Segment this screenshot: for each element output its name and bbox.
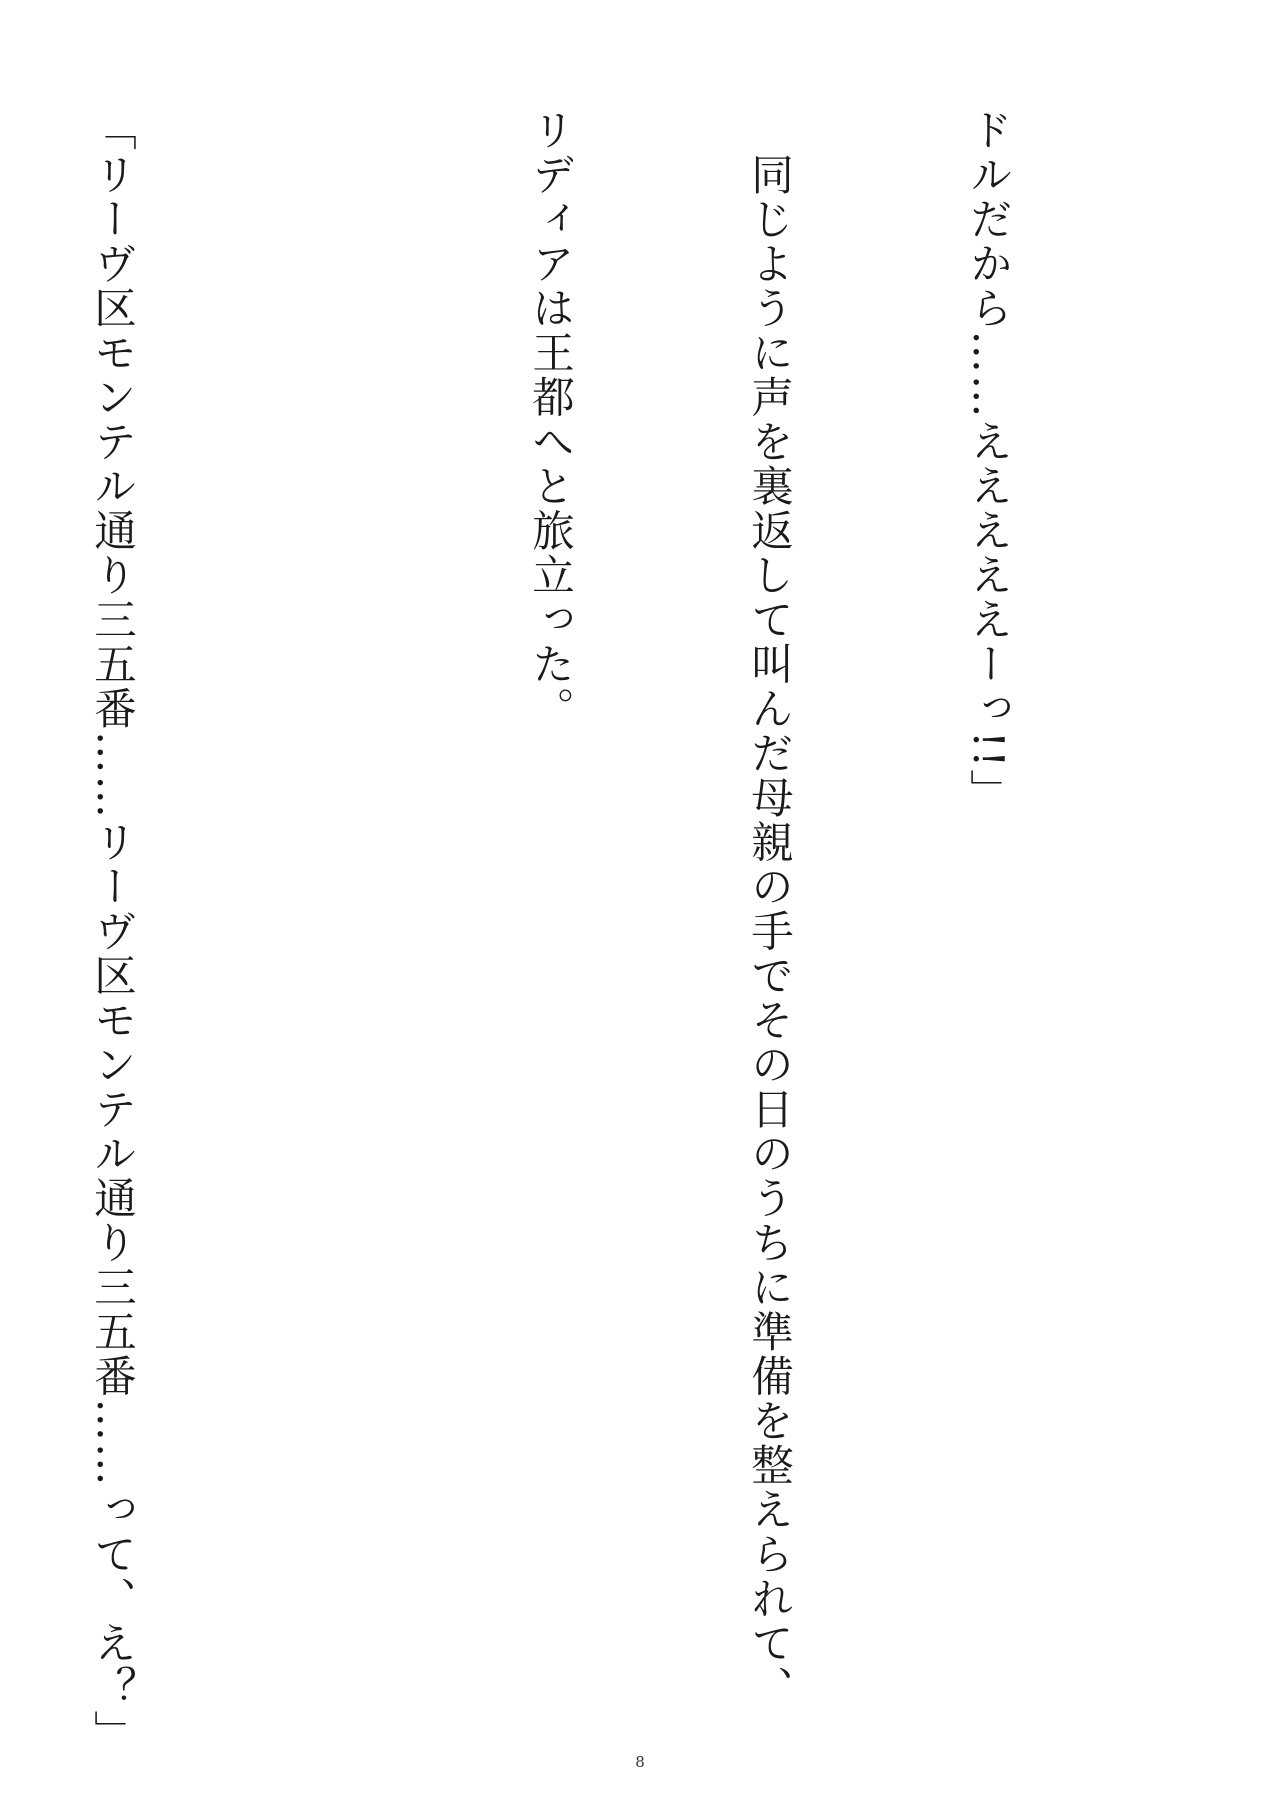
- text-line: 同じように声を裏返して叫んだ母親の手でその日のうちに準備を整えられて、: [744, 108, 793, 1710]
- text-line: ドルだから……えええええーっ!!」: [963, 108, 1012, 814]
- text-line: リディアは王都へと旅立った。: [525, 108, 574, 731]
- page-number: 8: [635, 1753, 645, 1771]
- blank-line: [294, 108, 367, 1668]
- vertical-text-body: [0, 108, 1170, 1755]
- text-line: 「リーヴ区モンテル通り三五番……リーヴ区モンテル通り三五番……って、え？」: [87, 108, 136, 1755]
